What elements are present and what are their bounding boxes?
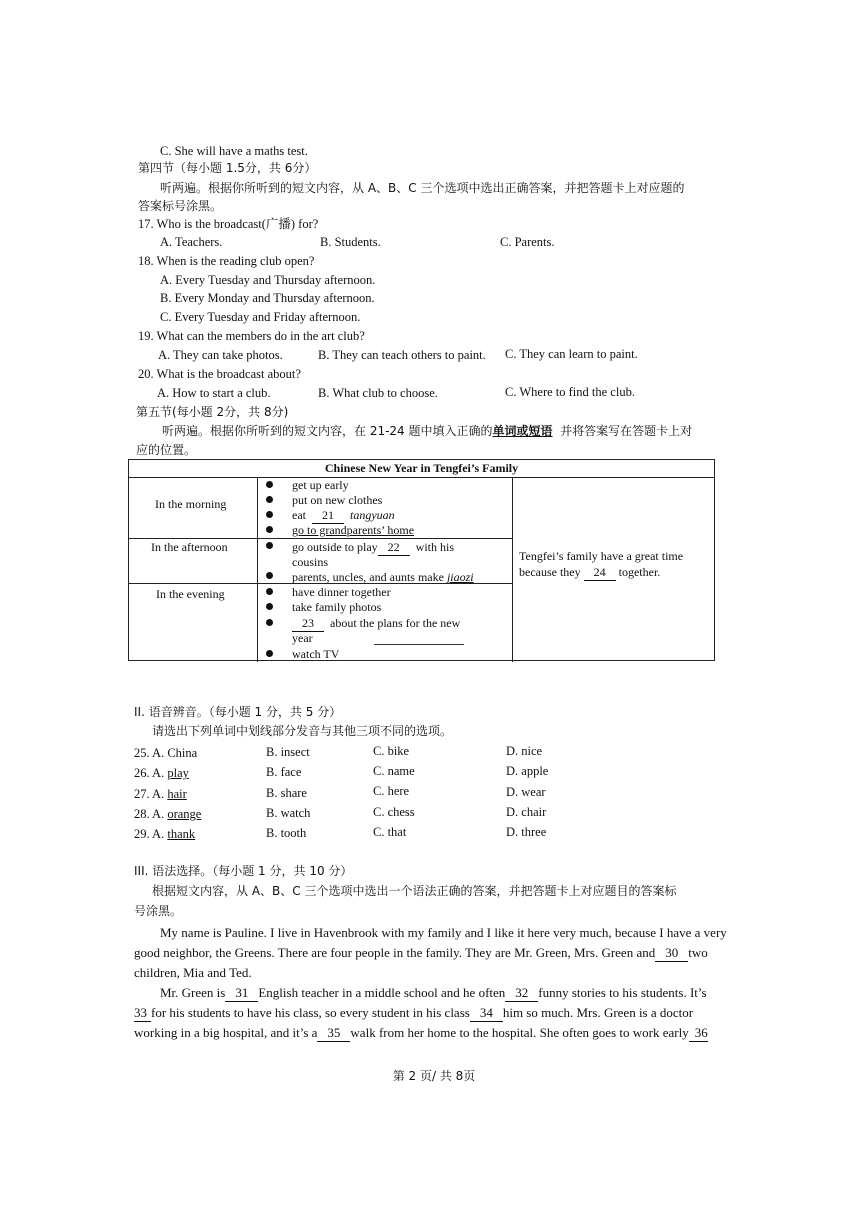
morning-item-3 (292, 508, 395, 524)
afternoon-item-1-pre: go outside to play (292, 540, 378, 554)
option-18b: B. Every Monday and Thursday afternoon. (160, 291, 375, 305)
pen-mark (374, 644, 464, 645)
evening-item-1: have dinner together (292, 585, 391, 599)
section5-instr-b: 并将答案写在答题卡上对 (560, 424, 693, 438)
morning-item-1: get up early (292, 478, 349, 492)
q28-b: B. watch (266, 806, 311, 820)
passage-line-2-text: good neighbor, the Greens. There are four people in the family. They are Mr. Green, Mrs. Green and (134, 945, 656, 960)
passage-line-5 (134, 1005, 693, 1022)
q26-c: C. name (373, 764, 415, 778)
page-number: 第 2 页/ 共 8页 (392, 1069, 476, 1083)
evening-item-3 (292, 616, 460, 632)
q26-b: B. face (266, 765, 302, 779)
part3-instruction-cont: 号涂黑。 (134, 904, 183, 918)
summary-line-2-pre: because they (519, 565, 581, 579)
q26-d: D. apple (506, 764, 549, 778)
blank-32: 32 (505, 985, 538, 1002)
table-header: Chinese New Year in Tengfei’s Family (129, 460, 714, 478)
q25-a (134, 745, 197, 761)
section5-instruction (162, 423, 692, 439)
option-19c: C. They can learn to paint. (505, 347, 638, 361)
blank-24: 24 (584, 565, 616, 581)
q25-d: D. nice (506, 744, 543, 758)
summary-line-2 (519, 565, 660, 581)
q27-a (134, 786, 187, 802)
q26-a-word: play (167, 766, 189, 780)
option-18a: A. Every Tuesday and Thursday afternoon. (160, 273, 376, 287)
question-19: 19. What can the members do in the art club? (138, 329, 365, 343)
option-19a: A. They can take photos. (158, 348, 283, 362)
passage-line-1: My name is Pauline. I live in Havenbrook with my family and I like it here very much, because I have a very (160, 925, 727, 940)
part2-instruction: 请选出下列单词中划线部分发音与其他三项不同的选项。 (152, 724, 453, 738)
q29-a (134, 826, 195, 842)
passage-line-4-a: Mr. Green is (160, 985, 226, 1000)
blank-33: 33 (134, 1005, 151, 1022)
q28-num: 28. A. (134, 807, 168, 821)
section5-instr-underlined: 单词或短语 (492, 424, 553, 438)
q27-a-word: hair (167, 787, 187, 801)
q27-b: B. share (266, 786, 307, 800)
summary-line-2-post: together. (618, 565, 661, 579)
q25-num: 25. A. (134, 746, 168, 760)
morning-item-2: put on new clothes (292, 493, 383, 507)
evening-item-3-post: about the plans for the new (330, 616, 461, 630)
blank-23: 23 (292, 616, 324, 632)
passage-line-4 (160, 985, 707, 1002)
morning-item-3-pre: eat (292, 508, 306, 522)
passage-line-3: children, Mia and Ted. (134, 965, 252, 980)
prev-option: C. She will have a maths test. (160, 144, 308, 158)
blank-36: 36 (689, 1025, 708, 1042)
option-17a: A. Teachers. (160, 235, 223, 249)
evening-item-3-cont: year (292, 631, 313, 645)
evening-item-2: take family photos (292, 600, 382, 614)
summary-line-1: Tengfei’s family have a great time (519, 549, 684, 563)
passage-line-6-b: walk from her home to the hospital. She often goes to work early (350, 1025, 689, 1040)
blank-34: 34 (470, 1005, 503, 1022)
afternoon-item-1-cont: cousins (292, 555, 328, 569)
q25-a-word: China (167, 746, 198, 760)
part2-title: II. 语音辨音。（每小题 1 分，共 5 分） (134, 705, 342, 719)
part3-title: III. 语法选择。（每小题 1 分，共 10 分） (134, 864, 353, 878)
afternoon-item-2-pre: parents, uncles, and aunts make (292, 570, 444, 584)
passage-line-2-end: two (688, 945, 708, 960)
question-20: 20. What is the broadcast about? (138, 367, 301, 381)
question-18: 18. When is the reading club open? (138, 254, 315, 268)
passage-line-4-c: funny stories to his students. It’s (538, 985, 707, 1000)
q29-num: 29. A. (134, 827, 168, 841)
passage-line-5-b: him so much. Mrs. Green is a doctor (502, 1005, 694, 1020)
passage-line-2 (134, 945, 708, 962)
section4-title: 第四节（每小题 1.5分，共 6分） (138, 161, 317, 175)
blank-35: 35 (317, 1025, 350, 1042)
q28-a (134, 806, 201, 822)
passage-line-6 (134, 1025, 708, 1042)
question-17: 17. Who is the broadcast(广播) for? (138, 217, 319, 231)
blank-21: 21 (312, 508, 344, 524)
section4-instruction: 听两遍。根据你所听到的短文内容，从 A、B、C 三个选项中选出正确答案，并把答题卡上对应题的 (160, 181, 685, 195)
afternoon-item-2 (292, 570, 474, 585)
option-20a: A. How to start a club. (157, 386, 271, 400)
afternoon-item-1-post: with his (415, 540, 455, 554)
option-20c: C. Where to find the club. (505, 385, 635, 399)
q29-d: D. three (506, 825, 547, 839)
section5-instruction-cont: 应的位置。 (136, 443, 197, 457)
option-18c: C. Every Tuesday and Friday afternoon. (160, 310, 361, 324)
q29-b: B. tooth (266, 826, 307, 840)
q29-c: C. that (373, 825, 407, 839)
morning-item-3-post: tangyuan (350, 508, 395, 522)
q25-b: B. insect (266, 745, 310, 759)
q27-d: D. wear (506, 785, 546, 799)
option-19b: B. They can teach others to paint. (318, 348, 486, 362)
part3-instruction: 根据短文内容，从 A、B、C 三个选项中选出一个语法正确的答案，并把答题卡上对应题目的答案标 (152, 884, 677, 898)
blank-31: 31 (225, 985, 258, 1002)
option-17b: B. Students. (320, 235, 381, 249)
q27-c: C. here (373, 784, 410, 798)
q28-a-word: orange (167, 807, 202, 821)
q28-c: C. chess (373, 805, 415, 819)
q26-num: 26. A. (134, 766, 168, 780)
option-17c: C. Parents. (500, 235, 555, 249)
q25-c: C. bike (373, 744, 410, 758)
passage-line-6-a: working in a big hospital, and it’s a (134, 1025, 318, 1040)
passage-line-5-a: for his students to have his class, so every student in his class (151, 1005, 470, 1020)
q26-a (134, 765, 189, 781)
blank-30: 30 (655, 945, 688, 962)
label-morning: In the morning (155, 497, 227, 511)
blank-22: 22 (378, 540, 410, 556)
section4-instruction-cont: 答案标号涂黑。 (138, 199, 223, 213)
q29-a-word: thank (167, 827, 196, 841)
label-evening: In the evening (156, 587, 225, 601)
chinese-new-year-table (128, 459, 715, 661)
afternoon-item-2-post: jiaozi (446, 570, 474, 584)
afternoon-item-1 (292, 540, 454, 556)
q27-num: 27. A. (134, 787, 168, 801)
section5-instr-a: 听两遍。根据你所听到的短文内容，在 21-24 题中填入正确的 (162, 424, 493, 438)
evening-item-4: watch TV (292, 647, 340, 661)
option-20b: B. What club to choose. (318, 386, 438, 400)
morning-item-4: go to grandparents’ home (292, 523, 415, 537)
passage-line-4-b: English teacher in a middle school and he often (258, 985, 506, 1000)
section5-title: 第五节(每小题 2分，共 8分) (136, 405, 289, 419)
label-afternoon: In the afternoon (151, 540, 228, 554)
q28-d: D. chair (506, 805, 547, 819)
